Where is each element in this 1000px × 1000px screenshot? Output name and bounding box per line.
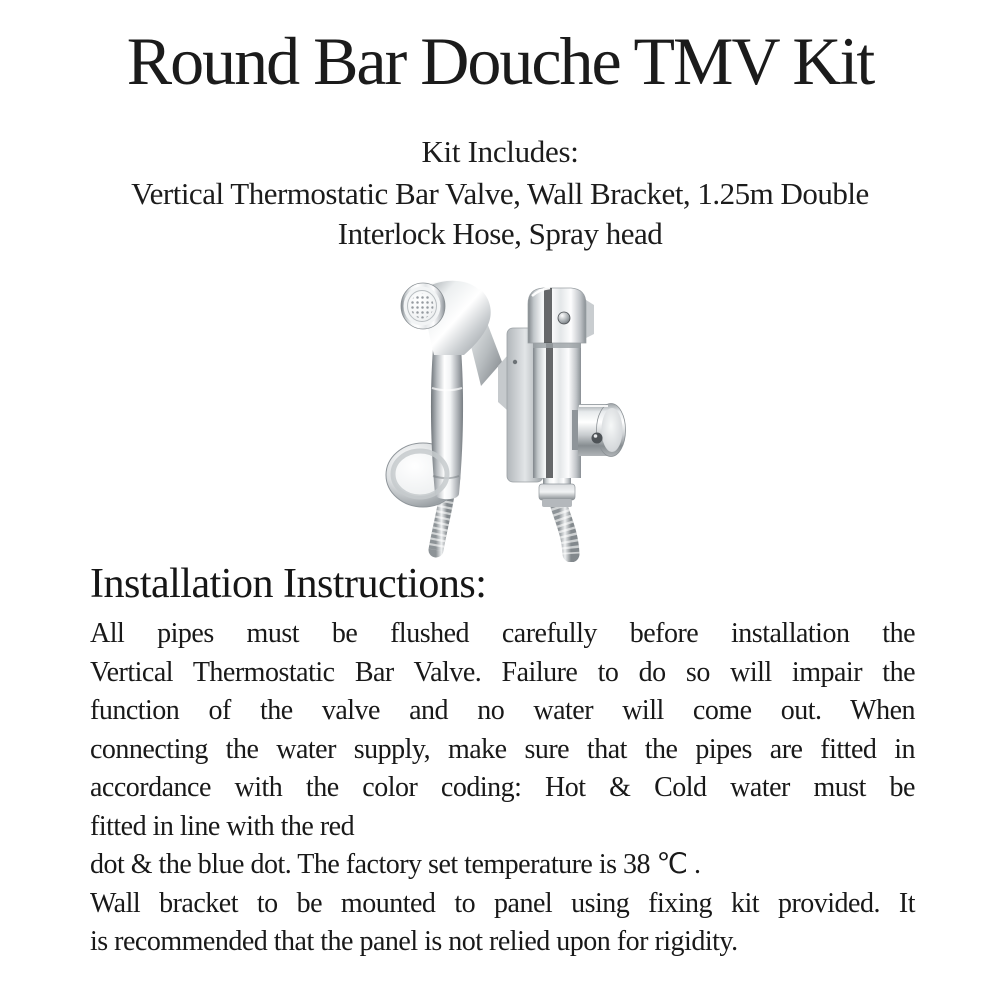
kit-includes-list (0, 174, 1000, 254)
instructions-line: connecting the water supply, make sure that the pipes are fitted in (90, 733, 915, 765)
product-photo (340, 270, 660, 562)
nozzle-face (401, 283, 445, 329)
valve-top-cap (528, 288, 586, 343)
instructions-body (90, 615, 915, 962)
instructions-line: function of the valve and no water will come out. When (90, 695, 915, 726)
instructions-line: All pipes must be flushed carefully before installation the (90, 618, 915, 649)
bar-valve (498, 288, 626, 554)
instructions-line: dot & the blue dot. The factory set temperature is 38 ℃ . (90, 849, 701, 880)
instructions-line: is recommended that the panel is not relied upon for rigidity. (90, 926, 738, 957)
spray-head (386, 280, 502, 550)
page-title: Round Bar Douche TMV Kit (126, 23, 874, 99)
instructions-line: accordance with the color coding: Hot & Cold water must be (90, 772, 915, 803)
outlet-barrel (572, 404, 626, 457)
kit-line: Vertical Thermostatic Bar Valve, Wall Bracket, 1.25m Double (131, 176, 869, 211)
instructions-line: fitted in line with the red (90, 810, 355, 842)
cap-screw (558, 312, 570, 324)
product-photo-illustration (340, 270, 660, 562)
outlet-screw (592, 433, 603, 444)
kit-includes-heading: Kit Includes: (421, 134, 579, 169)
instructions-heading: Installation Instructions: (90, 561, 487, 607)
instructions-line: Vertical Thermostatic Bar Valve. Failure to do so will impair the (90, 656, 915, 688)
installation-instructions-section (90, 560, 915, 962)
kit-line: Interlock Hose, Spray head (337, 216, 663, 251)
instructions-line: Wall bracket to be mounted to panel using fixing kit provided. It (90, 887, 915, 919)
